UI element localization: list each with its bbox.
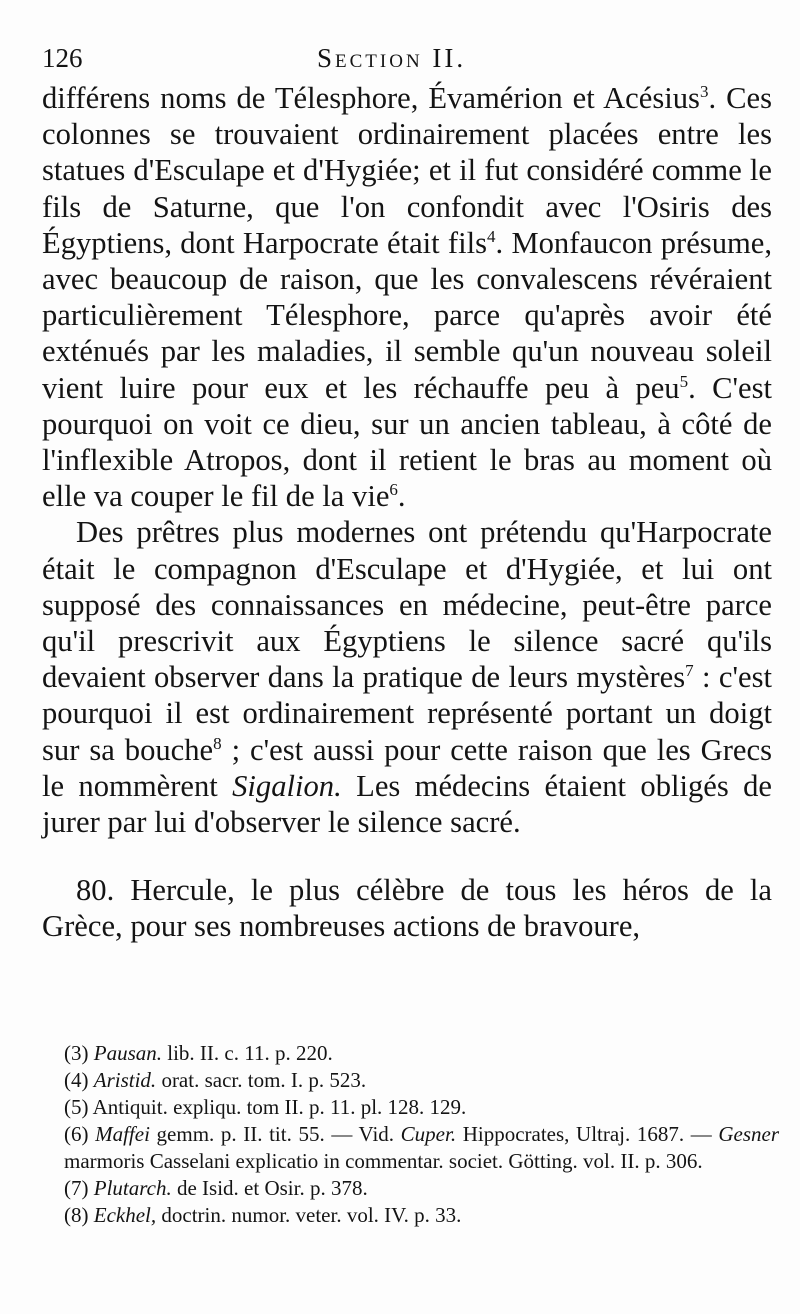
- footnote-text: lib. II. c. 11. p. 220.: [167, 1041, 333, 1065]
- footnote-number: (3): [64, 1041, 89, 1065]
- paragraph: [42, 514, 772, 840]
- footnote-text: Hippocrates, Ultraj. 1687. —: [462, 1122, 712, 1146]
- text-segment: Sigalion.: [232, 768, 342, 803]
- footnote-author: Gesner: [718, 1122, 779, 1146]
- text-segment: C'est pourquoi on voit ce dieu, sur un ancien tableau, à côté de l'inflexible Atropos, dont il retient le bras au moment où elle va couper le fil de la vie: [42, 370, 773, 514]
- paragraph: 80. Hercule, le plus célèbre de tous les héros de la Grèce, pour ses nombreuses actions de bravoure,: [42, 873, 772, 944]
- footnotes: [44, 1040, 779, 1229]
- footnote-text: doctrin. numor. veter. vol. IV. p. 33.: [161, 1203, 462, 1227]
- text-segment: différens noms de Télesphore, Évamérion et Acésius: [42, 81, 700, 115]
- footnote-number: (5): [64, 1095, 89, 1119]
- footnote-author: Eckhel,: [93, 1203, 157, 1227]
- footnote-text: orat. sacr. tom. I. p. 523.: [161, 1068, 367, 1092]
- footnote-number: (8): [64, 1203, 89, 1227]
- footnote-number: (7): [64, 1176, 89, 1200]
- note-reference: 6: [389, 480, 398, 500]
- text-segment: Les médecins étaient obligés de jurer par lui d'observer le silence sacré.: [42, 768, 773, 840]
- note-reference: 7: [685, 661, 694, 681]
- footnote-text: marmoris Casselani explicatio in commentar. societ. Götting. vol. II. p. 306.: [64, 1149, 703, 1173]
- footnote-author: Maffei: [95, 1122, 150, 1146]
- text-segment: Des prêtres plus modernes ont prétendu qu'Harpocrate était le compagnon d'Esculape et d'Hygiée, et lui ont supposé des connaissances en médecine, peut-être parce qu'il prescrivit aux Égyptiens le silence sacré qu'ils devaient observer dans la pratique de leurs mystères: [42, 515, 772, 695]
- note-reference: 5: [679, 371, 689, 391]
- footnote-text: Antiquit. expliqu. tom II. p. 11. pl. 128. 129.: [92, 1095, 467, 1119]
- text-segment: Ces colonnes se trouvaient ordinairement placées entre les statues d'Esculape et d'Hygiée; et il fut considéré comme le fils de Saturne, que l'on confondit avec l'Osiris des Égyptiens, dont Harpocrate était fils: [42, 81, 772, 260]
- footnote: [44, 1067, 779, 1094]
- footnote: [44, 1202, 779, 1229]
- footnote-text: gemm. p. II. tit. 55. — Vid.: [156, 1122, 395, 1146]
- footnote-author: Pausan.: [93, 1041, 162, 1065]
- footnote: [44, 1094, 779, 1121]
- text-segment: ; c'est aussi pour cette raison que les Grecs le nommèrent: [42, 732, 772, 803]
- main-text: [42, 80, 772, 945]
- text-segment: Monfaucon présume, avec beaucoup de raison, que les convalescens révéraient particulièrement Télesphore, parce qu'après avoir été exténués par les maladies, il semble qu'un nouveau soleil vient luire pour eux et les réchauffe peu à peu: [42, 225, 773, 405]
- note-reference: 3: [699, 81, 709, 101]
- footnote-author: Aristid.: [93, 1068, 157, 1092]
- note-reference: 8: [213, 733, 222, 753]
- footnote-author: Plutarch.: [93, 1176, 172, 1200]
- footnote-number: (6): [64, 1122, 89, 1146]
- running-head: Section II.: [317, 43, 467, 73]
- note-reference: 4: [487, 226, 496, 246]
- paragraph: différens noms de Télesphore, Évamérion et Acésius$^3$. Ces colonnes se trouvaient ordinairement placées entre les statues d'Esculape et d'Hygiée; et il fut considéré comme le fils de Saturne, que l'on confondit avec l'Osiris des Égyptiens, dont Harpocrate était fils$^4$. Monfaucon présume, avec beaucoup de raison, que les convalescens révéraient particulièrement Télesphore, parce qu'après avoir été exténués par les maladies, il semble qu'un nouveau soleil vient luire pour eux et les réchauffe peu à peu$^5$. C'est pourquoi on voit ce dieu, sur un ancien tableau, à côté de l'inflexible Atropos, dont il retient le bras au moment où elle va couper le fil de la vie$^6$.: [42, 81, 773, 514]
- footnote: [44, 1175, 779, 1202]
- page-header: [42, 38, 757, 78]
- footnote-number: (4): [64, 1068, 89, 1092]
- footnote: [44, 1121, 779, 1175]
- footnote-text: de Isid. et Osir. p. 378.: [176, 1176, 368, 1200]
- footnote-author: Cuper.: [400, 1122, 457, 1146]
- footnote: [44, 1040, 779, 1067]
- page-number: 126: [42, 43, 83, 73]
- text-segment: : c'est pourquoi il est ordinairement représenté portant un doigt sur sa bouche: [42, 660, 772, 767]
